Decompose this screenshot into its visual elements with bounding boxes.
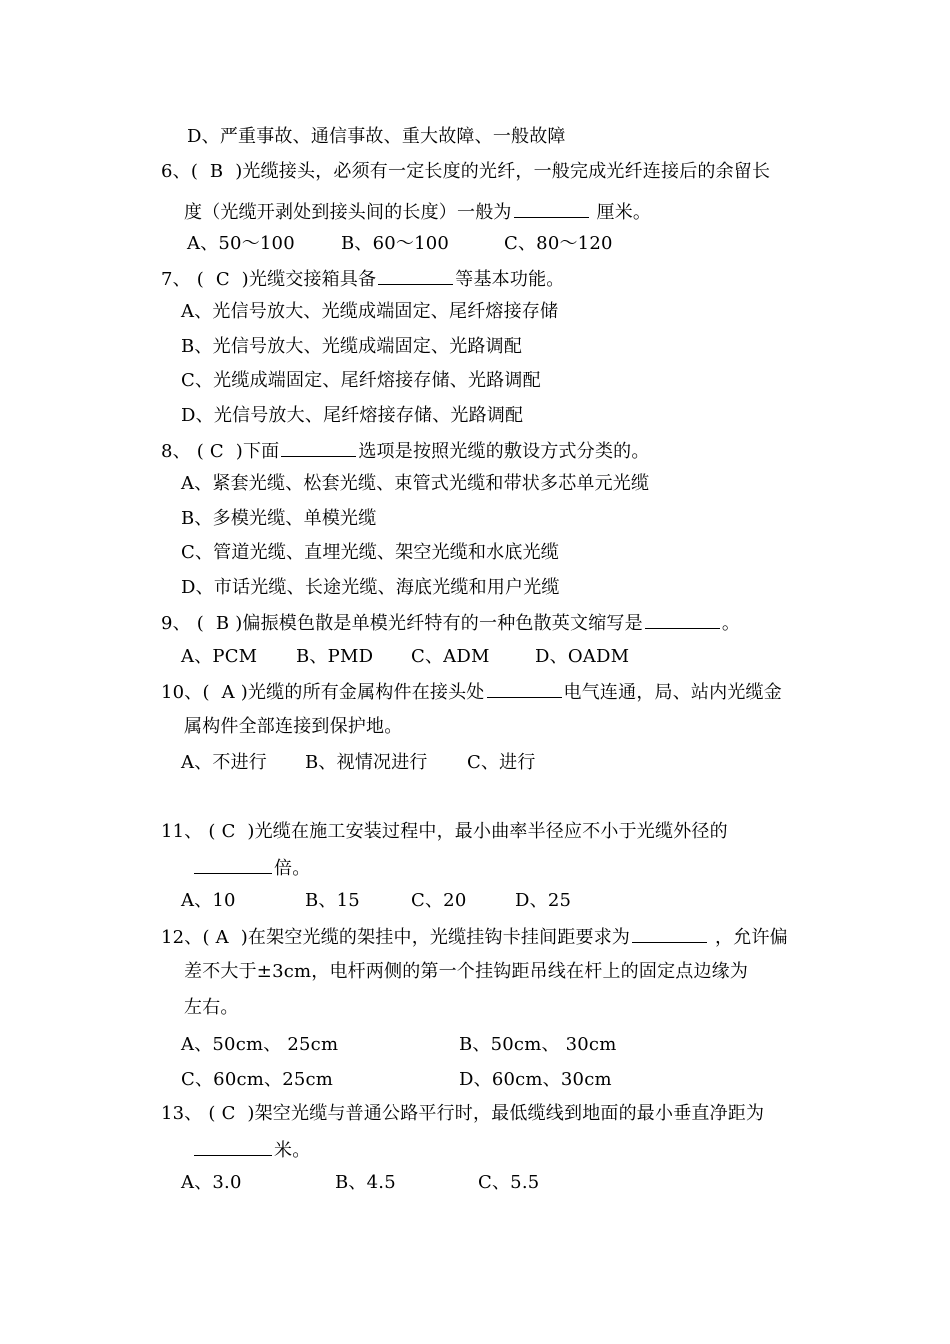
q6-option-c: C、80～120 xyxy=(504,233,613,254)
q12-stem-post: ，允许偏 xyxy=(709,927,788,948)
q10-stem-line1 xyxy=(161,679,782,705)
q9-answer-blank xyxy=(645,610,720,629)
q10-answer-blank xyxy=(487,679,562,698)
q8-stem-post: 选项是按照光缆的敷设方式分类的。 xyxy=(358,441,650,462)
q9-stem-post: 。 xyxy=(721,613,741,634)
q7-stem xyxy=(161,266,564,292)
q8-answer-blank xyxy=(281,438,356,457)
q9-option-d: D、OADM xyxy=(535,646,630,667)
q11-answer-blank xyxy=(194,855,272,874)
q6-stem-line2-post: 厘米。 xyxy=(590,202,652,223)
q7-option-c: C、光缆成端固定、尾纤熔接存储、光路调配 xyxy=(181,370,541,391)
q11-option-c: C、20 xyxy=(411,890,467,911)
q12-answer-blank xyxy=(632,924,707,943)
q8-option-b: B、多模光缆、单模光缆 xyxy=(181,508,377,529)
q10-stem-pre: 10、( A )光缆的所有金属构件在接头处 xyxy=(161,682,485,703)
q12-option-a: A、50cm、 25cm xyxy=(181,1034,339,1055)
q10-option-b: B、视情况进行 xyxy=(305,752,428,773)
q6-answer-blank xyxy=(514,199,589,218)
q12-stem-pre: 12、( A )在架空光缆的架挂中，光缆挂钩卡挂间距要求为 xyxy=(161,927,631,948)
q12-stem-line3: 左右。 xyxy=(184,997,239,1018)
q13-stem-post: 米。 xyxy=(274,1140,311,1161)
q8-stem-pre: 8、 ( C )下面 xyxy=(161,441,280,462)
q10-option-c: C、进行 xyxy=(467,752,536,773)
q13-option-a: A、3.0 xyxy=(181,1172,242,1193)
q7-option-d: D、光信号放大、尾纤熔接存储、光路调配 xyxy=(181,405,524,426)
q8-stem xyxy=(161,438,650,464)
q13-stem-line1: 13、 ( C )架空光缆与普通公路平行时，最低缆线到地面的最小垂直净距为 xyxy=(161,1103,765,1124)
q6-stem-line2-pre: 度（光缆开剥处到接头间的长度）一般为 xyxy=(184,202,512,223)
q12-stem-line1 xyxy=(161,924,788,950)
q7-option-a: A、光信号放大、光缆成端固定、尾纤熔接存储 xyxy=(181,301,559,322)
q6-option-a: A、50～100 xyxy=(187,233,295,254)
q7-stem-post: 等基本功能。 xyxy=(455,269,565,290)
q9-stem xyxy=(161,610,740,636)
q11-stem-post: 倍。 xyxy=(274,858,311,879)
q9-option-a: A、PCM xyxy=(181,646,258,667)
q12-stem-line2: 差不大于±3cm，电杆两侧的第一个挂钩距吊线在杆上的固定点边缘为 xyxy=(184,961,749,982)
q9-option-c: C、ADM xyxy=(411,646,490,667)
q10-stem-post: 电气连通，局、站内光缆金 xyxy=(563,682,782,703)
q12-option-d: D、60cm、30cm xyxy=(459,1069,612,1090)
q6-option-b: B、60～100 xyxy=(341,233,450,254)
q7-stem-pre: 7、 ( C )光缆交接箱具备 xyxy=(161,269,377,290)
q7-option-b: B、光信号放大、光缆成端固定、光路调配 xyxy=(181,336,523,357)
q11-stem-line2 xyxy=(192,855,310,881)
q6-stem-line1: 6、( B )光缆接头，必须有一定长度的光纤，一般完成光纤连接后的余留长 xyxy=(161,161,771,182)
q6-stem-line2 xyxy=(184,199,651,225)
q8-option-a: A、紧套光缆、松套光缆、束管式光缆和带状多芯单元光缆 xyxy=(181,473,650,494)
q12-option-c: C、60cm、25cm xyxy=(181,1069,334,1090)
q13-option-c: C、5.5 xyxy=(478,1172,540,1193)
q10-option-a: A、不进行 xyxy=(181,752,267,773)
q11-stem-line1: 11、 ( C )光缆在施工安装过程中，最小曲率半径应不小于光缆外径的 xyxy=(161,821,728,842)
q13-answer-blank xyxy=(194,1137,272,1156)
q13-option-b: B、4.5 xyxy=(335,1172,396,1193)
q8-option-d: D、市话光缆、长途光缆、海底光缆和用户光缆 xyxy=(181,577,560,598)
q11-option-d: D、25 xyxy=(515,890,572,911)
q13-stem-line2 xyxy=(192,1137,310,1163)
q9-stem-pre: 9、 ( B )偏振模色散是单模光纤特有的一种色散英文缩写是 xyxy=(161,613,643,634)
q11-option-b: B、15 xyxy=(305,890,360,911)
q7-answer-blank xyxy=(378,266,453,285)
q5-option-d: D、严重事故、通信事故、重大故障、一般故障 xyxy=(187,126,566,147)
q8-option-c: C、管道光缆、直埋光缆、架空光缆和水底光缆 xyxy=(181,542,559,563)
q10-stem-line2: 属构件全部连接到保护地。 xyxy=(184,716,403,737)
q12-option-b: B、50cm、 30cm xyxy=(459,1034,617,1055)
q9-option-b: B、PMD xyxy=(296,646,374,667)
q11-option-a: A、10 xyxy=(181,890,236,911)
